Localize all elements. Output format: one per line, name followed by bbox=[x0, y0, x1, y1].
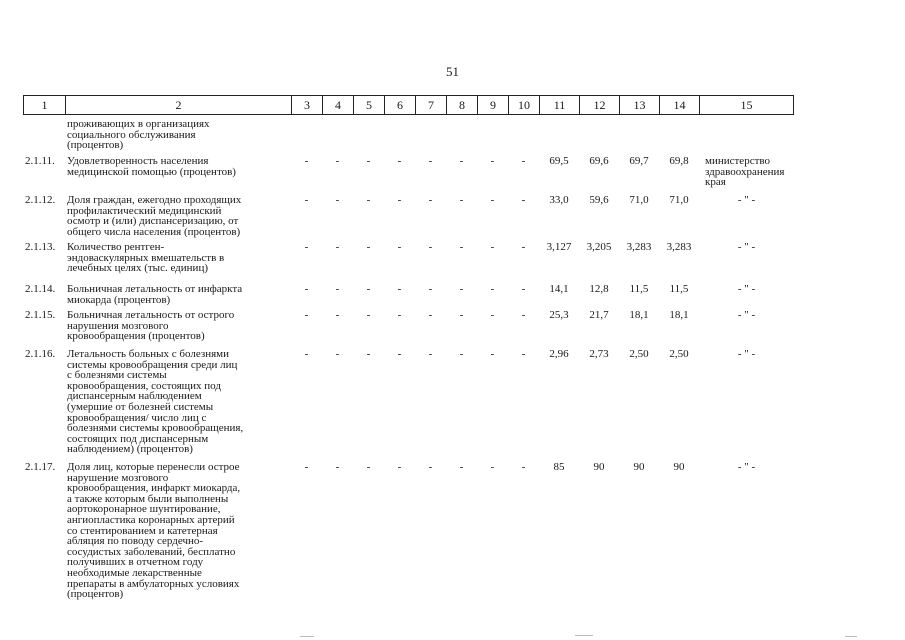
row-number: 2.1.13. bbox=[25, 241, 56, 253]
value-cell-col-3: - bbox=[304, 348, 309, 360]
value-cell-col-3: - bbox=[304, 241, 309, 253]
table-row bbox=[23, 156, 794, 188]
header-col-14: 14 bbox=[659, 96, 699, 114]
value-cell-col-4: - bbox=[335, 241, 340, 253]
value-cell-col-7: - bbox=[428, 283, 433, 295]
row-number: 2.1.17. bbox=[25, 461, 56, 473]
value-cell-col-6: - bbox=[397, 241, 402, 253]
value-cell-col-7: - bbox=[428, 194, 433, 206]
value-cell-col-9: - bbox=[490, 348, 495, 360]
value-cell-col-14: 2,50 bbox=[669, 348, 689, 360]
continuation-row bbox=[23, 119, 291, 151]
continuation-text: проживающих в организациях социального обслуживания (процентов) bbox=[67, 118, 210, 152]
header-col-8: 8 bbox=[446, 96, 477, 114]
value-cell-col-12: 21,7 bbox=[589, 309, 609, 321]
value-cell-col-7: - bbox=[428, 155, 433, 167]
table-row bbox=[23, 310, 794, 342]
header-col-10: 10 bbox=[508, 96, 539, 114]
indicator-name: Доля граждан, ежегодно проходящих профилактический медицинский осмотр и (или) диспансеризацию, от общего числа населения (процентов) bbox=[67, 194, 242, 238]
value-cell-col-6: - bbox=[397, 348, 402, 360]
value-cell-col-9: - bbox=[490, 241, 495, 253]
value-cell-col-3: - bbox=[304, 194, 309, 206]
value-cell-col-10: - bbox=[521, 283, 526, 295]
value-cell-col-6: - bbox=[397, 194, 402, 206]
value-cell-col-12: 90 bbox=[593, 461, 605, 473]
value-cell-col-13: 18,1 bbox=[629, 309, 649, 321]
value-cell-col-11: 33,0 bbox=[549, 194, 569, 206]
table-row bbox=[23, 462, 794, 600]
value-cell-col-14: 11,5 bbox=[669, 283, 689, 295]
header-col-13: 13 bbox=[619, 96, 659, 114]
value-cell-col-9: - bbox=[490, 309, 495, 321]
value-cell-col-3: - bbox=[304, 461, 309, 473]
value-cell-col-13: 3,283 bbox=[626, 241, 652, 253]
value-cell-col-14: 71,0 bbox=[669, 194, 689, 206]
header-col-5: 5 bbox=[353, 96, 384, 114]
value-cell-col-11: 69,5 bbox=[549, 155, 569, 167]
value-cell-col-10: - bbox=[521, 155, 526, 167]
header-col-15: 15 bbox=[699, 96, 794, 114]
value-cell-col-13: 71,0 bbox=[629, 194, 649, 206]
value-cell-col-10: - bbox=[521, 241, 526, 253]
header-col-9: 9 bbox=[477, 96, 508, 114]
value-cell-col-12: 2,73 bbox=[589, 348, 609, 360]
value-cell-col-3: - bbox=[304, 309, 309, 321]
table-row bbox=[23, 284, 794, 305]
value-cell-col-14: 90 bbox=[673, 461, 685, 473]
value-cell-col-10: - bbox=[521, 309, 526, 321]
value-cell-col-5: - bbox=[366, 348, 371, 360]
header-col-4: 4 bbox=[322, 96, 353, 114]
scan-artifact bbox=[845, 636, 857, 637]
header-col-7: 7 bbox=[415, 96, 446, 114]
header-col-1: 1 bbox=[23, 96, 65, 114]
value-cell-col-7: - bbox=[428, 241, 433, 253]
indicator-name: Летальность больных с болезнями системы кровообращения среди лиц с болезнями системы кровообращения, состоящих под диспансерным наблюдением (умершие от болезней системы кровообращения/ число лиц с болезнями системы кровообращения, состоящих под диспансерным наблюдением) (процентов) bbox=[67, 348, 244, 456]
value-cell-col-3: - bbox=[304, 155, 309, 167]
value-cell-col-4: - bbox=[335, 155, 340, 167]
header-col-3: 3 bbox=[291, 96, 322, 114]
row-number: 2.1.14. bbox=[25, 283, 56, 295]
value-cell-col-8: - bbox=[459, 283, 464, 295]
value-cell-col-3: - bbox=[304, 283, 309, 295]
value-cell-col-14: 3,283 bbox=[666, 241, 692, 253]
row-number: 2.1.12. bbox=[25, 194, 56, 206]
value-cell-col-5: - bbox=[366, 283, 371, 295]
responsible-executor: министерство здравоохранения края bbox=[705, 155, 785, 189]
value-cell-col-4: - bbox=[335, 461, 340, 473]
indicator-name: Количество рентген- эндоваскулярных вмешательств в лечебных целях (тыс. единиц) bbox=[67, 241, 225, 275]
indicator-name: Больничная летальность от острого нарушения мозгового кровообращения (процентов) bbox=[67, 309, 235, 343]
value-cell-col-13: 69,7 bbox=[629, 155, 649, 167]
header-col-11: 11 bbox=[539, 96, 579, 114]
value-cell-col-8: - bbox=[459, 461, 464, 473]
responsible-executor: - " - bbox=[737, 241, 756, 253]
value-cell-col-7: - bbox=[428, 461, 433, 473]
value-cell-col-7: - bbox=[428, 309, 433, 321]
value-cell-col-5: - bbox=[366, 461, 371, 473]
value-cell-col-12: 3,205 bbox=[586, 241, 612, 253]
value-cell-col-11: 25,3 bbox=[549, 309, 569, 321]
value-cell-col-14: 69,8 bbox=[669, 155, 689, 167]
value-cell-col-10: - bbox=[521, 461, 526, 473]
value-cell-col-4: - bbox=[335, 348, 340, 360]
value-cell-col-11: 85 bbox=[553, 461, 565, 473]
value-cell-col-13: 90 bbox=[633, 461, 645, 473]
value-cell-col-4: - bbox=[335, 194, 340, 206]
value-cell-col-7: - bbox=[428, 348, 433, 360]
indicator-name: Доля лиц, которые перенесли острое нарушение мозгового кровообращения, инфаркт миокарда, а также которым были выполнены аортокоронарное шунтирование, ангиопластика коронарных артерий со стентированием и катетерная абляция по поводу сердечно- сосудистых заболеваний, бесплатно получивших в отчетном году необходимые лекарственные препараты в амбулаторных условиях (процентов) bbox=[67, 461, 241, 601]
table-row bbox=[23, 349, 794, 455]
responsible-executor: - " - bbox=[737, 309, 756, 321]
responsible-executor: - " - bbox=[737, 461, 756, 473]
value-cell-col-8: - bbox=[459, 241, 464, 253]
header-col-2: 2 bbox=[65, 96, 291, 114]
responsible-executor: - " - bbox=[737, 283, 756, 295]
table-row bbox=[23, 195, 794, 237]
value-cell-col-5: - bbox=[366, 309, 371, 321]
indicator-name: Больничная летальность от инфаркта миокарда (процентов) bbox=[67, 283, 243, 306]
value-cell-col-9: - bbox=[490, 194, 495, 206]
value-cell-col-11: 3,127 bbox=[546, 241, 572, 253]
table-row bbox=[23, 242, 794, 274]
value-cell-col-6: - bbox=[397, 155, 402, 167]
value-cell-col-12: 59,6 bbox=[589, 194, 609, 206]
value-cell-col-8: - bbox=[459, 309, 464, 321]
value-cell-col-6: - bbox=[397, 461, 402, 473]
header-col-6: 6 bbox=[384, 96, 415, 114]
value-cell-col-11: 2,96 bbox=[549, 348, 569, 360]
indicator-name: Удовлетворенность населения медицинской помощью (процентов) bbox=[67, 155, 236, 178]
value-cell-col-8: - bbox=[459, 348, 464, 360]
value-cell-col-13: 11,5 bbox=[629, 283, 649, 295]
value-cell-col-12: 69,6 bbox=[589, 155, 609, 167]
page-number: 51 bbox=[446, 64, 459, 79]
table-header bbox=[23, 95, 794, 115]
value-cell-col-5: - bbox=[366, 155, 371, 167]
value-cell-col-10: - bbox=[521, 194, 526, 206]
value-cell-col-9: - bbox=[490, 461, 495, 473]
value-cell-col-6: - bbox=[397, 283, 402, 295]
value-cell-col-13: 2,50 bbox=[629, 348, 649, 360]
value-cell-col-12: 12,8 bbox=[589, 283, 609, 295]
scan-artifact bbox=[575, 635, 593, 636]
value-cell-col-4: - bbox=[335, 309, 340, 321]
value-cell-col-11: 14,1 bbox=[549, 283, 569, 295]
value-cell-col-5: - bbox=[366, 194, 371, 206]
value-cell-col-9: - bbox=[490, 155, 495, 167]
row-number: 2.1.15. bbox=[25, 309, 56, 321]
scan-artifact bbox=[300, 636, 314, 637]
value-cell-col-6: - bbox=[397, 309, 402, 321]
value-cell-col-8: - bbox=[459, 194, 464, 206]
value-cell-col-4: - bbox=[335, 283, 340, 295]
header-col-12: 12 bbox=[579, 96, 619, 114]
value-cell-col-5: - bbox=[366, 241, 371, 253]
row-number: 2.1.11. bbox=[25, 155, 55, 167]
value-cell-col-10: - bbox=[521, 348, 526, 360]
value-cell-col-14: 18,1 bbox=[669, 309, 689, 321]
responsible-executor: - " - bbox=[737, 194, 756, 206]
value-cell-col-9: - bbox=[490, 283, 495, 295]
value-cell-col-8: - bbox=[459, 155, 464, 167]
row-number: 2.1.16. bbox=[25, 348, 56, 360]
responsible-executor: - " - bbox=[737, 348, 756, 360]
